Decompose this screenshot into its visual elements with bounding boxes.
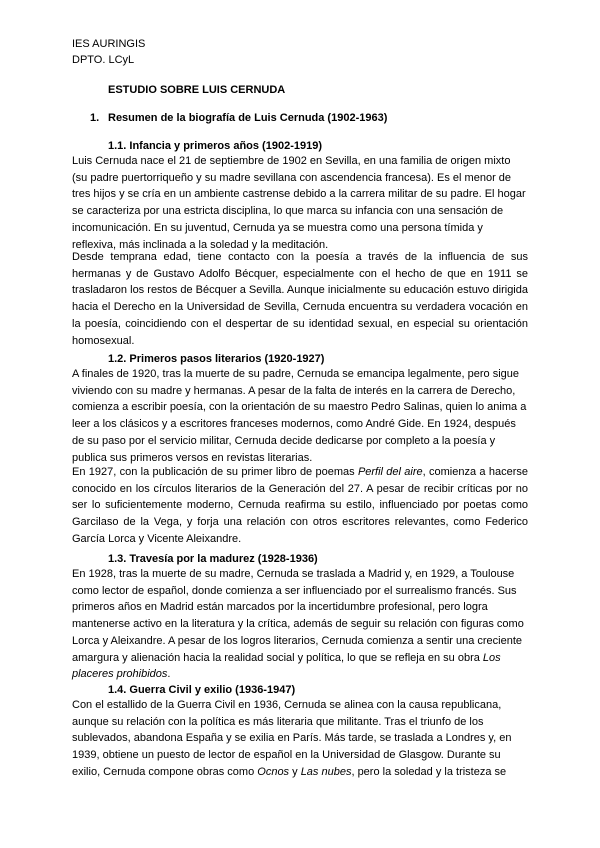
paragraph-1-2-b	[72, 464, 528, 548]
paragraph-1-4-a-text-1: Con el estallido de la Guerra Civil en 1936, Cernuda se alinea con la causa republicana, aunque su relación con la política es más literaria que militante. Tras el triunfo de los sublevados, abandona España y se exilia en París. Más tarde, se traslada a Londres y, en 1939, obtiene un puesto de lector de español en la Universidad de Glasgow. Durante su exilio, Cernuda compone obras como	[72, 699, 512, 778]
book-title-las-nubes: Las nubes	[300, 765, 352, 778]
section-heading	[90, 112, 387, 124]
paragraph-1-2-a: A finales de 1920, tras la muerte de su padre, Cernuda se emancipa legalmente, pero sigue viviendo con su madre y hermanas. A pesar de la falta de interés en la carrera de Derecho, comienza a escribir poesía, con la orientación de su maestro Pedro Salinas, quien lo anima a leer a los clásicos y a escritores franceses modernos, como André Gide. En 1924, después de su paso por el servicio militar, Cernuda decide dedicarse por completo a la poesía y publica sus primeros versos en revistas literarias.	[72, 368, 527, 464]
section-title: Resumen de la biografía de Luis Cernuda (1902-1963)	[108, 112, 388, 124]
header-department: DPTO. LCyL	[72, 54, 135, 66]
subsection-heading-1-1: 1.1. Infancia y primeros años (1902-1919)	[108, 140, 322, 152]
book-title-perfil-del-aire: Perfil del aire	[357, 466, 423, 478]
paragraph-1-3-a-text-1: En 1928, tras la muerte de su madre, Cernuda se traslada a Madrid y, en 1929, a Toulouse como lector de español, donde comienza a ser influenciado por el surrealismo francés. Sus primeros años en Madrid están marcados por la incertidumbre profesional, pero logra mantenerse activo en la literatura y la crítica, además de seguir su relación con figuras como Lorca y Aleixandre. A pesar de los logros literarios, Cernuda comienza a sentir una creciente amargura y alienación hacia la realidad social y política, lo que se refleja en su obra	[72, 568, 524, 664]
book-title-los-placeres-prohibidos: Los placeres prohibidos	[72, 651, 501, 681]
paragraph-1-2-b-text-2: , comienza a hacerse conocido en los círculos literarios de la Generación del 27. A pesar de recibir críticas por no ser lo suficientemente moderno, Cernuda reafirma su estilo, influenciado por poetas como Garcilaso de la Vega, y forja una relación con otros escritores relevantes, como Federico García Lorca y Vicente Aleixandre.	[72, 466, 528, 545]
section-number: 1.	[90, 112, 100, 124]
subsection-heading-1-4: 1.4. Guerra Civil y exilio (1936-1947)	[108, 684, 296, 696]
paragraph-1-3-a-text-2: .	[167, 668, 171, 681]
paragraph-1-1-a: Luis Cernuda nace el 21 de septiembre de 1902 en Sevilla, en una familia de origen mixto (su padre puertorriqueño y su madre sevillana con ascendencia francesa). Es el menor de tres hijos y se cría en un ambiente castrense debido a la carrera militar de su padre. El hogar se caracteriza por una estricta disciplina, lo que marca su infancia con una sensación de incomunicación. En su juventud, Cernuda ya se muestra como una persona tímida y reflexiva, más inclinada a la soledad y la meditación.	[72, 155, 526, 251]
header-school: IES AURINGIS	[72, 38, 146, 50]
paragraph-1-4-a	[72, 697, 528, 781]
paragraph-1-2-b-text-1: En 1927, con la publicación de su primer libro de poemas	[72, 466, 358, 478]
subsection-heading-1-2: 1.2. Primeros pasos literarios (1920-1927)	[108, 353, 325, 365]
paragraph-1-3-a	[72, 566, 528, 683]
subsection-heading-1-3: 1.3. Travesía por la madurez (1928-1936)	[108, 553, 318, 565]
book-title-ocnos: Ocnos	[257, 765, 290, 778]
paragraph-1-4-a-text-2: y	[289, 765, 301, 778]
paragraph-1-4-a-text-3: , pero la soledad y la tristeza se	[351, 765, 507, 778]
paragraph-1-1-b: Desde temprana edad, tiene contacto con la poesía a través de la influencia de sus hermanas y de Gustavo Adolfo Bécquer, especialmente con el hecho de que en 1911 se trasladaron los restos de Bécquer a Sevilla. Aunque inicialmente su educación estuvo dirigida hacia el Derecho en la Universidad de Sevilla, Cernuda encuentra su verdadera vocación en la poesía, coincidiendo con el despertar de su identidad sexual, en especial su orientación homosexual.	[72, 251, 528, 347]
document-title: ESTUDIO SOBRE LUIS CERNUDA	[108, 84, 286, 96]
